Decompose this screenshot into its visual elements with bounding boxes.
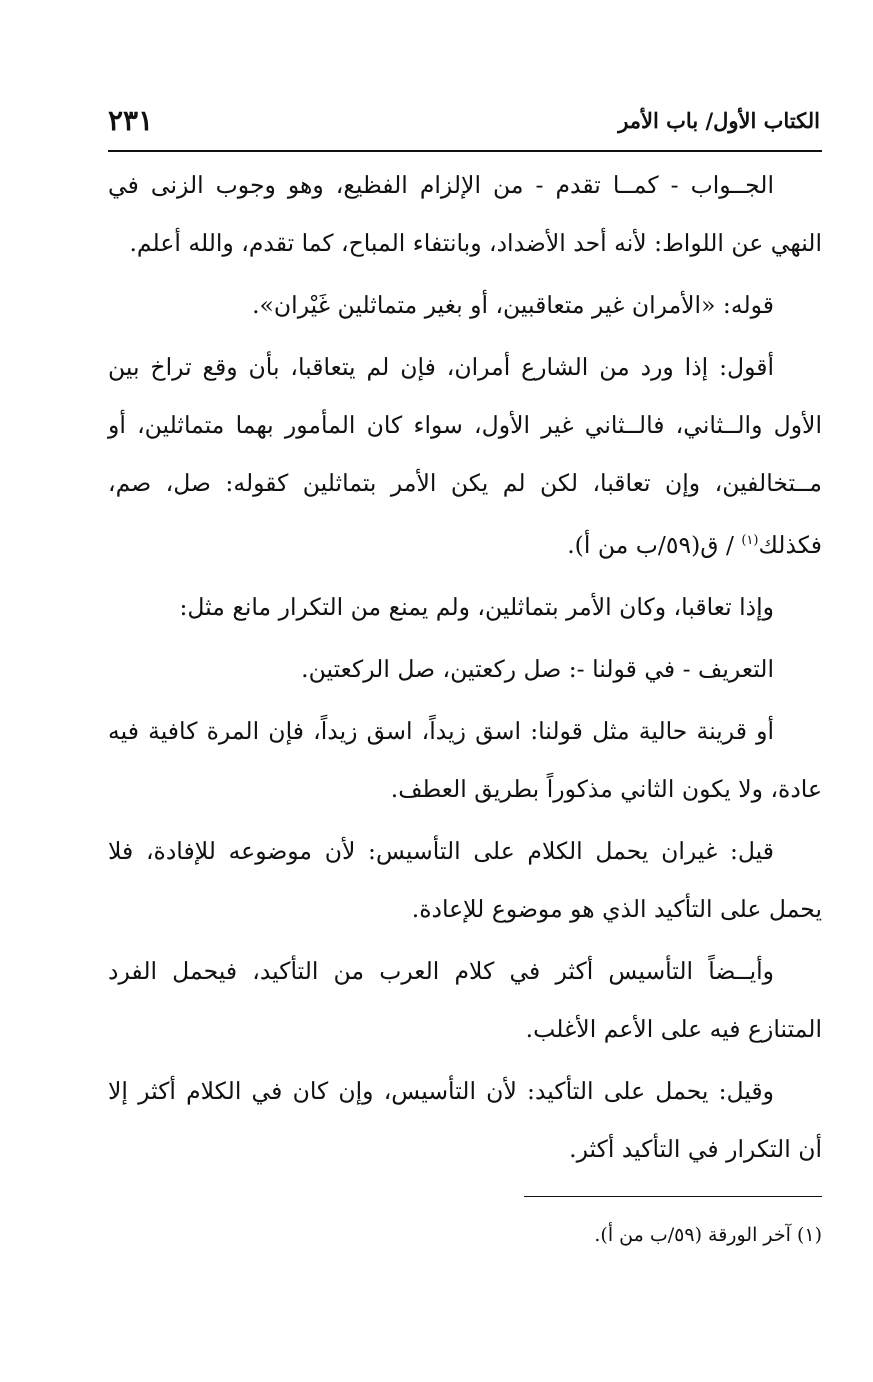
footnote [108, 1220, 822, 1250]
folio-reference: / ق(٥٩/ب من أ). [567, 530, 742, 559]
footnote-text: آخر الورقة (٥٩/ب من أ). [594, 1224, 791, 1246]
paragraph-4: وإذا تعاقبا، وكان الأمر بتماثلين، ولم يمنع من التكرار مانع مثل: [179, 592, 774, 621]
paragraph-7: قيل: غيران يحمل الكلام على التأسيس: لأن موضوعه للإفادة، فلا يحمل على التأكيد الذي هو موضوع للإعادة. [108, 836, 822, 923]
main-text [108, 156, 822, 1182]
paragraph-8: وأيــضاً التأسيس أكثر في كلام العرب من التأكيد، فيحمل الفرد المتنازع فيه على الأعم الأغلب. [108, 956, 822, 1043]
paragraph-2: قوله: «الأمران غير متعاقبين، أو بغير متماثلين غَيْران». [252, 291, 774, 319]
paragraph-3: أقول: إذا ورد من الشارع أمران، فإن لم يتعاقبا، بأن وقع تراخ بين الأول والــثاني، فالــثاني غير الأول، سواء كان المأمور بهما متماثلين، أو مــتخالفين، وإن تعاقبا، لكن لم يكن الأمر بتماثلين كقوله: صل، صم، فكذلك$^{(١)}$ / ق(٥٩/ب من أ). [108, 353, 822, 559]
footnote-divider [524, 1196, 822, 1197]
footnote-marker: (١) [741, 533, 759, 548]
paragraph-5: التعريف - في قولنا -: صل ركعتين، صل الركعتين. [301, 654, 774, 683]
paragraph-6: أو قرينة حالية مثل قولنا: اسق زيداً، اسق زيداً، فإن المرة كافية فيه عادة، ولا يكون الثاني مذكوراً بطريق العطف. [108, 716, 822, 803]
footnote-number: (١) [796, 1224, 822, 1246]
page-number: ٢٣١ [108, 103, 154, 137]
paragraph-9: وقيل: يحمل على التأكيد: لأن التأسيس، وإن كان في الكلام أكثر إلا أن التكرار في التأكيد أكثر. [108, 1076, 822, 1163]
running-title: الكتاب الأول/ باب الأمر [618, 107, 820, 133]
header-divider [108, 150, 822, 152]
paragraph-1: الجــواب - كمــا تقدم - من الإلزام الفظيع، وهو وجوب الزنى في النهي عن اللواط: لأنه أحد الأضداد، وبانتفاء المباح، كما تقدم، والله أعلم. [108, 171, 822, 257]
page-header [108, 100, 820, 140]
